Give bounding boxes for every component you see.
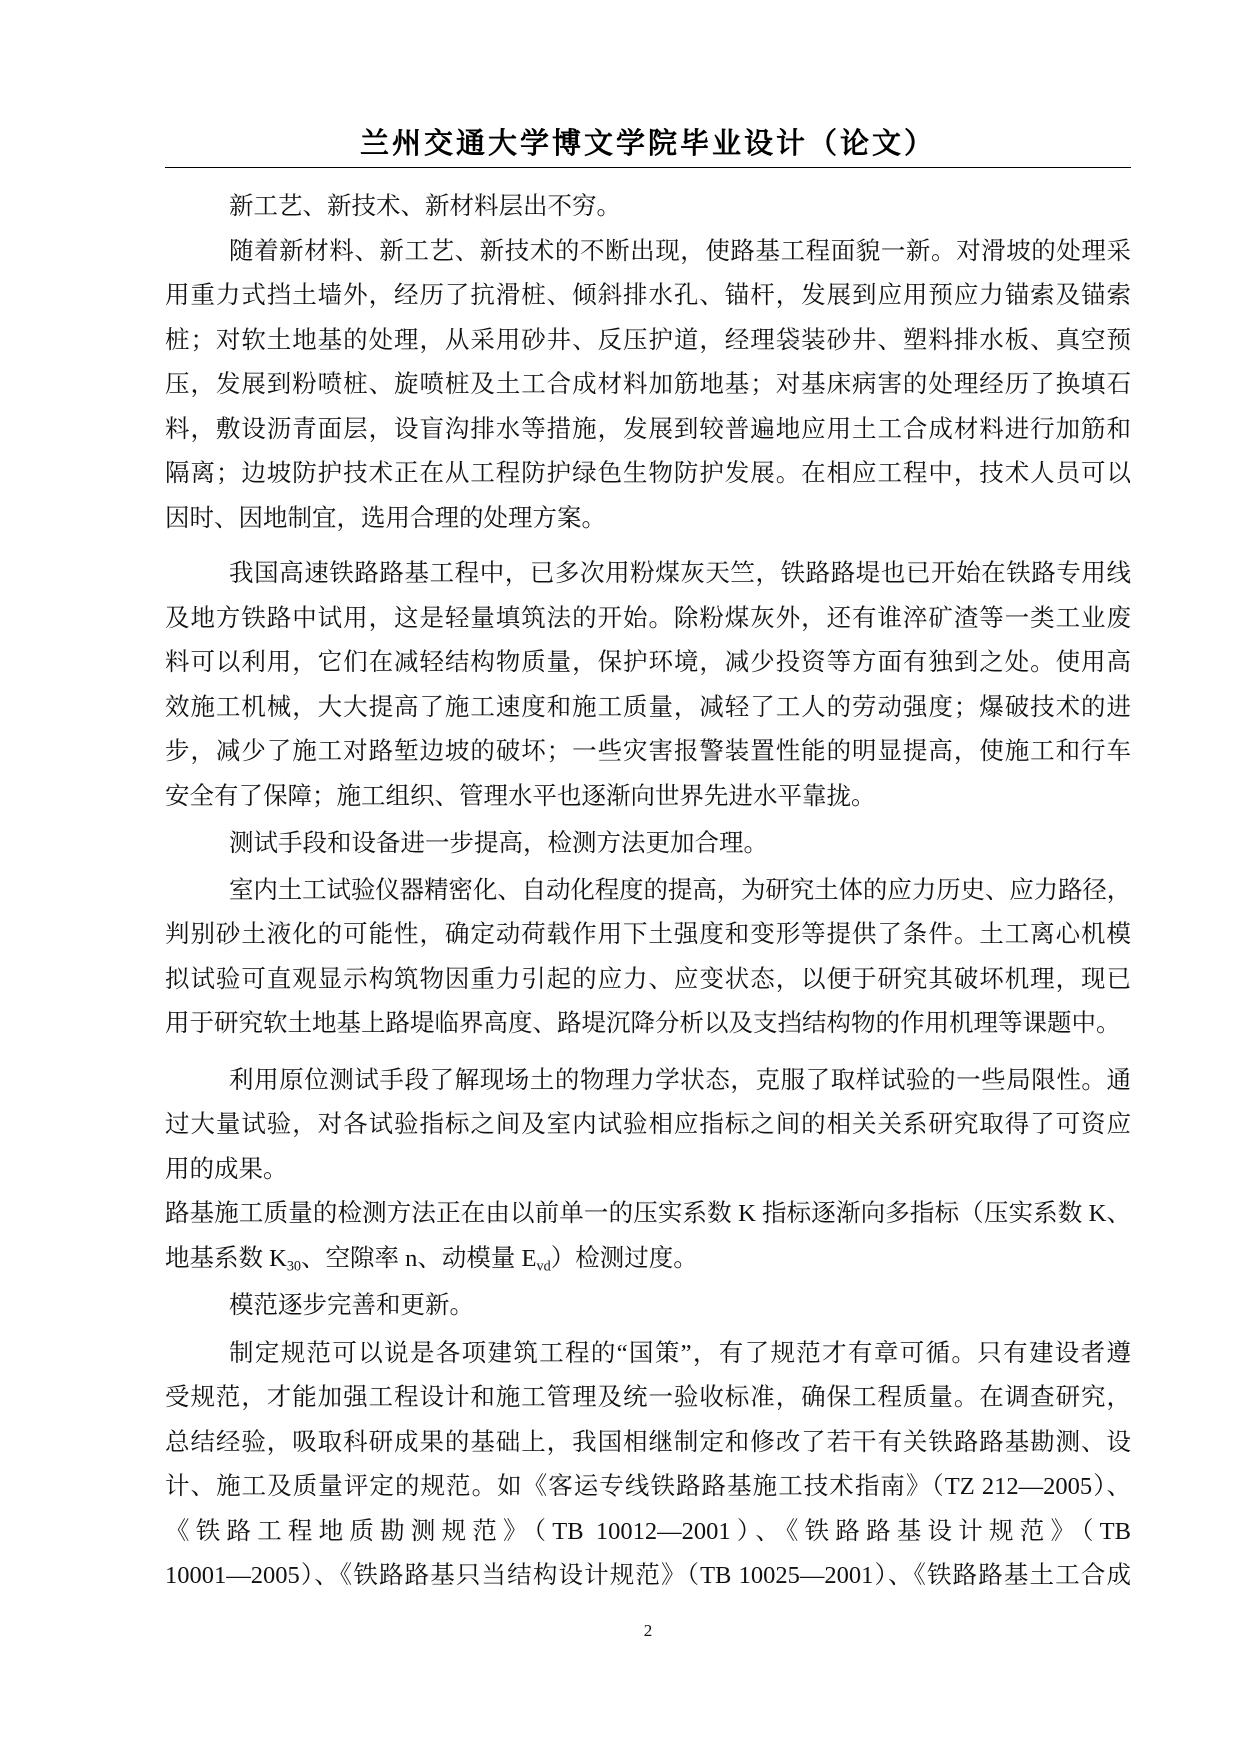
paragraph	[165, 1284, 1131, 1329]
text-segment: 、空隙率 n、动模量 E	[301, 1244, 537, 1272]
text-line: 判别砂土液化的可能性，确定动荷载作用下土强度和变形等提供了条件。土工离心机模	[165, 921, 1131, 948]
body-text	[165, 185, 1131, 1599]
text-line: 因时、因地制宜，选用合理的处理方案。	[165, 504, 606, 532]
text-line: 料，敷设沥青面层，设盲沟排水等措施，发展到较普遍地应用土工合成材料进行加筋和	[165, 415, 1131, 443]
text-line: 效施工机械，大大提高了施工速度和施工质量，减轻了工人的劳动强度；爆破技术的进	[165, 693, 1131, 721]
text-line: 计、施工及质量评定的规范。如《客运专线铁路路基施工技术指南》（TZ 212—2005）、	[165, 1473, 1131, 1500]
text-line: 步，减少了施工对路堑边坡的破坏；一些灾害报警装置性能的明显提高，使施工和行车	[165, 738, 1131, 765]
paragraph	[165, 552, 1131, 819]
subscript: 30	[286, 1257, 302, 1274]
page-header-title: 兰州交通大学博文学院毕业设计（论文）	[359, 126, 936, 160]
text-line: 拟试验可直观显示构筑物因重力引起的应力、应变状态，以便于研究其破坏机理，现已	[165, 965, 1131, 993]
text-line: 新工艺、新技术、新材料层出不穷。	[229, 193, 621, 220]
header-rule	[165, 167, 1131, 168]
text-line: 室内土工试验仪器精密化、自动化程度的提高，为研究土体的应力历史、应力路径，	[229, 876, 1131, 904]
paragraph	[165, 1332, 1131, 1599]
paragraph	[165, 185, 1131, 230]
text-line: 用的成果。	[165, 1155, 288, 1183]
text-line: 《铁路工程地质勘测规范》（TB 10012—2001）、《铁路路基设计规范》（TB	[165, 1517, 1131, 1545]
text-line: 压，发展到粉喷桩、旋喷桩及土工合成材料加筋地基；对基床病害的处理经历了换填石	[165, 371, 1131, 398]
text-line: 受规范，才能加强工程设计和施工管理及统一验收标准，确保工程质量。在调查研究，	[165, 1384, 1131, 1411]
text-line: 我国高速铁路路基工程中，已多次用粉煤灰天竺，铁路路堤也已开始在铁路专用线	[229, 560, 1131, 587]
text-line: 用于研究软土地基上路堤临界高度、路堤沉降分析以及支挡结构物的作用机理等课题中。	[165, 1010, 1121, 1037]
text-segment: 地基系数 K	[165, 1244, 287, 1272]
paragraph	[165, 1192, 1131, 1281]
text-line: 制定规范可以说是各项建筑工程的“国策”，有了规范才有章可循。只有建设者遵	[229, 1339, 1131, 1367]
text-line: 总结经验，吸取科研成果的基础上，我国相继制定和修改了若干有关铁路路基勘测、设	[165, 1428, 1131, 1456]
subscript: vd	[536, 1257, 551, 1274]
text-line: 随着新材料、新工艺、新技术的不断出现，使路基工程面貌一新。对滑坡的处理采	[229, 237, 1131, 265]
text-line: 测试手段和设备进一步提高，检测方法更加合理。	[229, 830, 768, 857]
text-line	[165, 1237, 1131, 1282]
text-line: 料可以利用，它们在减轻结构物质量，保护环境，减少投资等方面有独到之处。使用高	[165, 649, 1131, 676]
text-line: 及地方铁路中试用，这是轻量填筑法的开始。除粉煤灰外，还有谁淬矿渣等一类工业废	[165, 604, 1131, 632]
text-line: 路基施工质量的检测方法正在由以前单一的压实系数 K 指标逐渐向多指标（压实系数 K、	[165, 1200, 1131, 1227]
text-line: 用重力式挡土墙外，经历了抗滑桩、倾斜排水孔、锚杆，发展到应用预应力锚索及锚索	[165, 282, 1131, 309]
paragraph	[165, 230, 1131, 542]
page-number: 2	[643, 1621, 653, 1640]
text-line: 桩；对软土地基的处理，从采用砂井、反压护道，经理袋装砂井、塑料排水板、真空预	[165, 326, 1131, 354]
text-line: 安全有了保障；施工组织、管理水平也逐渐向世界先进水平靠拢。	[165, 782, 876, 810]
paragraph	[165, 1059, 1131, 1193]
text-line: 过大量试验，对各试验指标之间及室内试验相应指标之间的相关关系研究取得了可资应	[165, 1111, 1131, 1138]
text-line: 利用原位测试手段了解现场土的物理力学状态，克服了取样试验的一些局限性。通	[229, 1066, 1131, 1094]
paragraph	[165, 822, 1131, 867]
text-line: 隔离；边坡防护技术正在从工程防护绿色生物防护发展。在相应工程中，技术人员可以	[165, 460, 1131, 487]
text-line: 10001—2005）、《铁路路基只当结构设计规范》（TB 10025—2001）、《铁路路基土工合成	[165, 1562, 1131, 1589]
text-segment: ）检测过度。	[550, 1244, 698, 1272]
paragraph	[165, 869, 1131, 1047]
text-line: 模范逐步完善和更新。	[229, 1292, 474, 1319]
